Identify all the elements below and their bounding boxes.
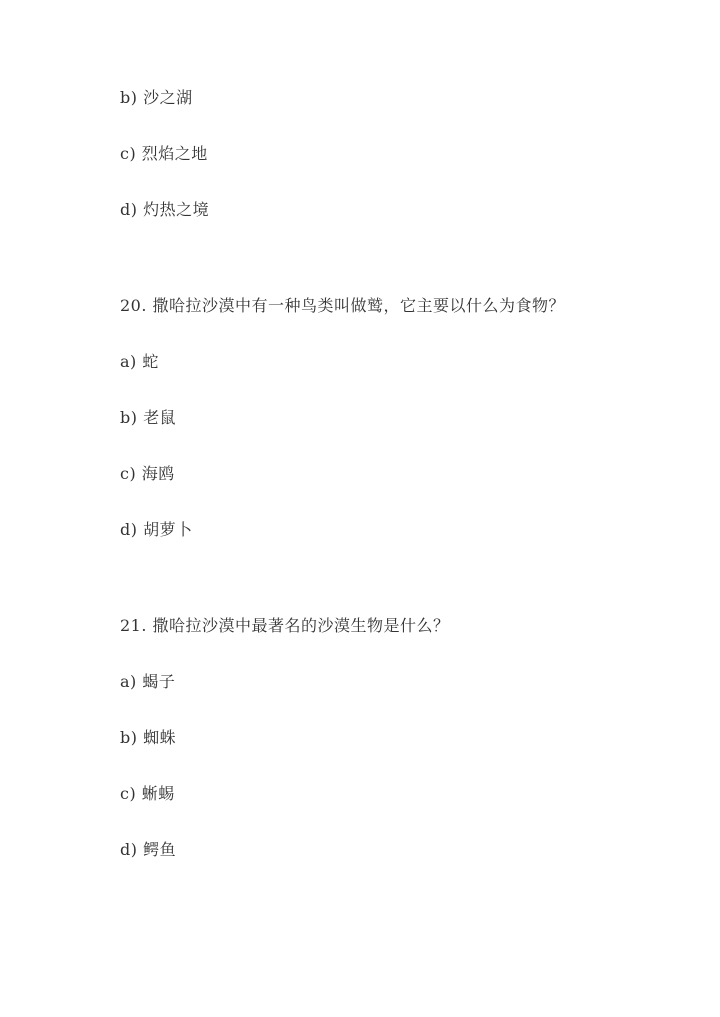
question-21-option-c: c) 蜥蜴 bbox=[120, 784, 175, 803]
question-21-option-b: b) 蜘蛛 bbox=[120, 728, 177, 747]
question-20-option-a: a) 蛇 bbox=[120, 352, 159, 371]
option-b-prev: b) 沙之湖 bbox=[120, 88, 193, 107]
question-21-option-a: a) 蝎子 bbox=[120, 672, 176, 691]
question-20-option-c: c) 海鸥 bbox=[120, 464, 175, 483]
question-20-text: 20. 撒哈拉沙漠中有一种鸟类叫做鹫，它主要以什么为食物？ bbox=[120, 296, 566, 315]
question-21-text: 21. 撒哈拉沙漠中最著名的沙漠生物是什么？ bbox=[120, 616, 450, 635]
option-d-prev: d) 灼热之境 bbox=[120, 200, 210, 219]
option-c-prev: c) 烈焰之地 bbox=[120, 144, 208, 163]
question-20-option-d: d) 胡萝卜 bbox=[120, 520, 193, 539]
question-20-option-b: b) 老鼠 bbox=[120, 408, 177, 427]
question-21-option-d: d) 鳄鱼 bbox=[120, 840, 177, 859]
